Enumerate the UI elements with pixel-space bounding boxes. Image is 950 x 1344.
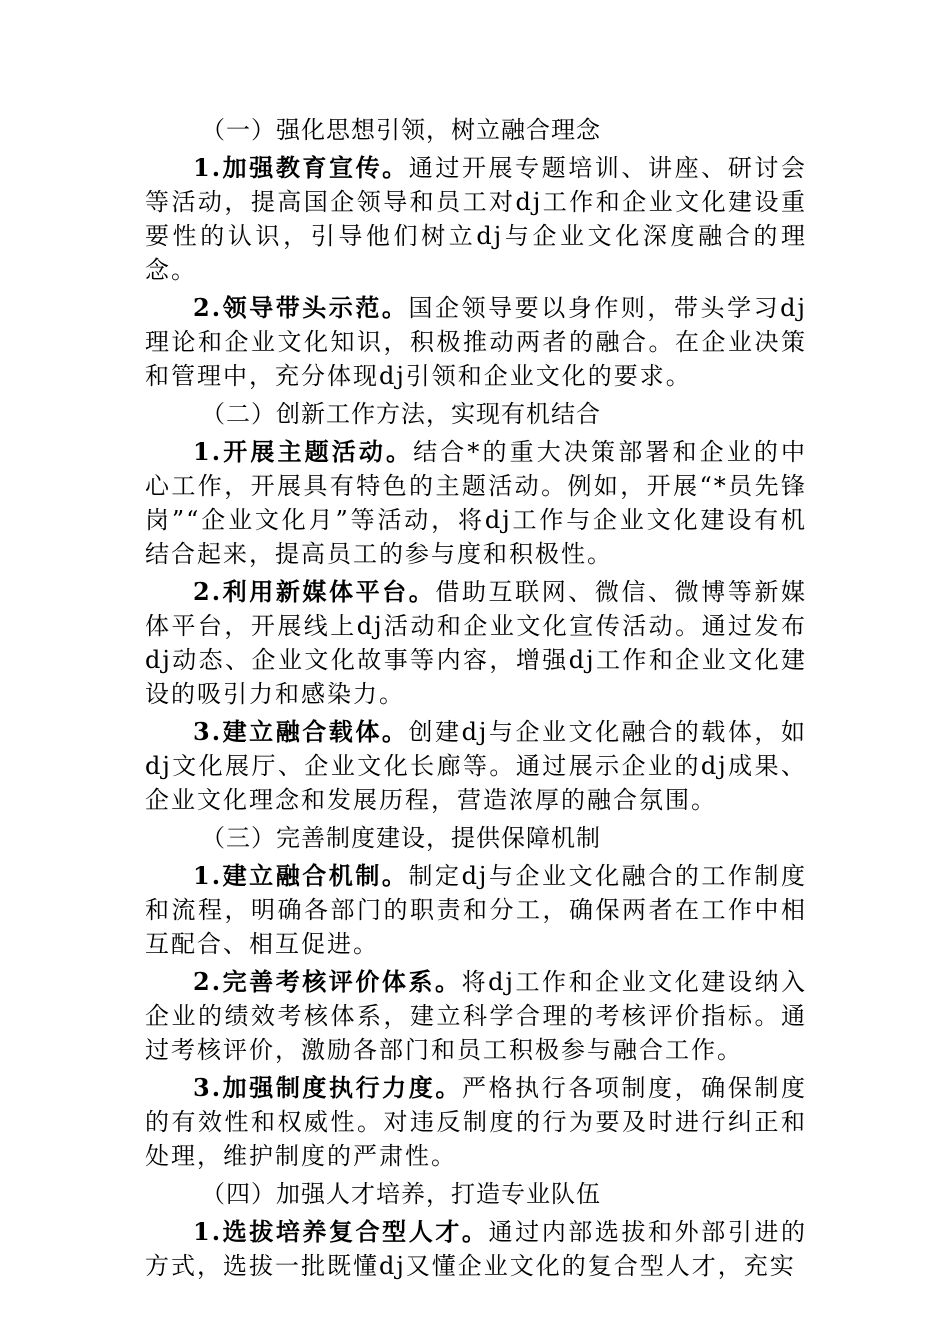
paragraph [145, 435, 807, 571]
section-heading: （二）创新工作方法，实现有机结合 [201, 400, 601, 428]
section-heading: （三）完善制度建设，提供保障机制 [201, 824, 601, 852]
paragraph-body: 通过开展专题培训、讲座、研讨会等活动，提高国企领导和员工对dj工作和企业文化建设重要性的认识，引导他们树立dj与企业文化深度融合的理念。 [145, 154, 807, 284]
paragraph-lead: 3.加强制度执行力度。 [193, 1073, 462, 1102]
paragraph-lead: 2.完善考核评价体系。 [193, 967, 462, 996]
paragraph [145, 291, 807, 393]
document-body [145, 113, 807, 1287]
paragraph-body: 结合*的重大决策部署和企业的中心工作，开展具有特色的主题活动。例如，开展“*员先锋岗”“企业文化月”等活动，将dj工作与企业文化建设有机结合起来，提高员工的参与度和积极性。 [145, 438, 807, 568]
paragraph [145, 575, 807, 711]
paragraph-body: 严格执行各项制度，确保制度的有效性和权威性。对违反制度的行为要及时进行纠正和处理，维护制度的严肃性。 [145, 1074, 807, 1170]
paragraph-lead: 1.开展主题活动。 [193, 437, 414, 466]
paragraph-lead: 1.选拔培养复合型人才。 [193, 1217, 489, 1246]
paragraph-body: 国企领导要以身作则，带头学习dj理论和企业文化知识，积极推动两者的融合。在企业决策和管理中，充分体现dj引领和企业文化的要求。 [145, 294, 807, 390]
paragraph-lead: 3.建立融合载体。 [193, 717, 409, 746]
paragraph-body: 制定dj与企业文化融合的工作制度和流程，明确各部门的职责和分工，确保两者在工作中相互配合、相互促进。 [145, 862, 807, 958]
paragraph-body: 通过内部选拔和外部引进的方式，选拔一批既懂dj又懂企业文化的复合型人才，充实 [145, 1218, 807, 1280]
paragraph-lead: 1.建立融合机制。 [193, 861, 409, 890]
paragraph-body: 将dj工作和企业文化建设纳入企业的绩效考核体系，建立科学合理的考核评价指标。通过考核评价，激励各部门和员工积极参与融合工作。 [145, 968, 807, 1064]
paragraph-lead: 2.领导带头示范。 [193, 293, 409, 322]
paragraph [145, 151, 807, 287]
paragraph-body: 创建dj与企业文化融合的载体，如dj文化展厅、企业文化长廊等。通过展示企业的dj成果、企业文化理念和发展历程，营造浓厚的融合氛围。 [145, 718, 807, 814]
section-heading: （四）加强人才培养，打造专业队伍 [201, 1180, 601, 1208]
paragraph [145, 859, 807, 961]
paragraph [145, 1071, 807, 1173]
paragraph-body: 借助互联网、微信、微博等新媒体平台，开展线上dj活动和企业文化宣传活动。通过发布dj动态、企业文化故事等内容，增强dj工作和企业文化建设的吸引力和感染力。 [145, 578, 808, 708]
paragraph [145, 715, 807, 817]
paragraph [145, 965, 807, 1067]
paragraph-lead: 2.利用新媒体平台。 [193, 577, 436, 606]
paragraph [145, 1215, 807, 1283]
section-heading: （一）强化思想引领，树立融合理念 [201, 116, 601, 144]
paragraph-lead: 1.加强教育宣传。 [193, 153, 409, 182]
